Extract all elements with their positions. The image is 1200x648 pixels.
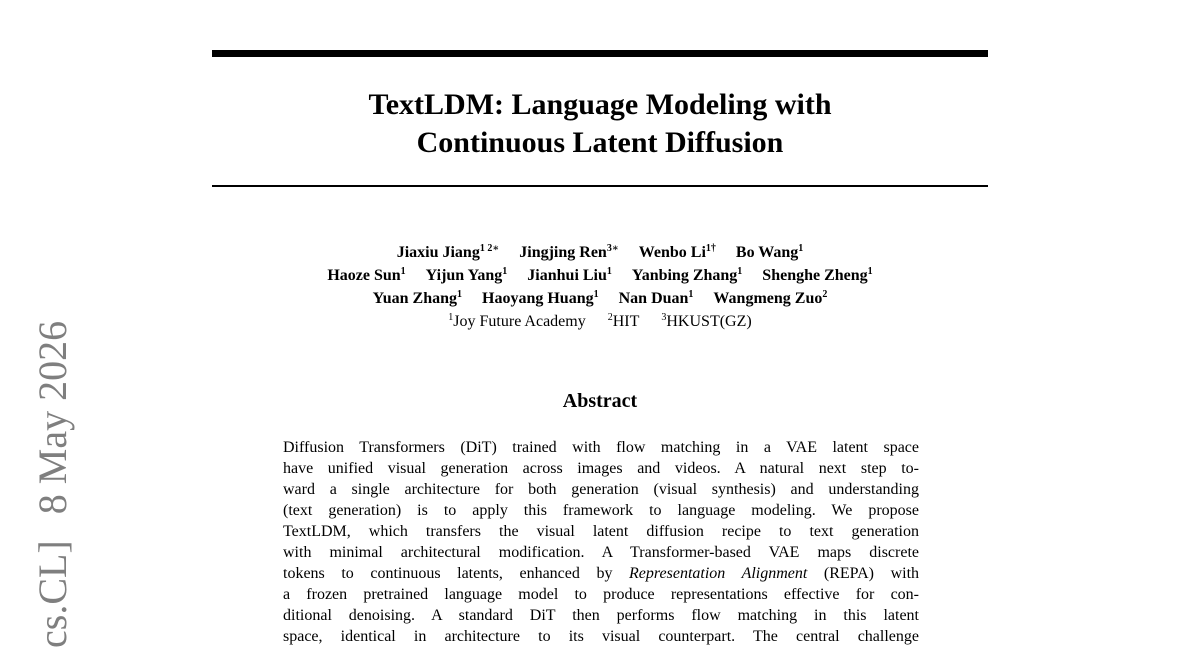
abstract-line: tokens to continuous latents, enhanced by Representation Alignment (REPA) with <box>283 565 920 582</box>
author: Jiaxiu Jiang$^{1 2∗}$ <box>396 243 500 261</box>
author: Jianhui Liu$^1$ <box>527 266 612 284</box>
abstract-line: Diffusion Transformers (DiT) trained with flow matching in a VAE latent space <box>283 439 919 456</box>
arxiv-category: cs.CL] <box>30 540 75 648</box>
abstract-heading: Abstract <box>562 390 638 412</box>
author: Wenbo $Li^{1\dagger}$ <box>638 243 716 261</box>
abstract-line: ward a single architecture for both generation (visual synthesis) and understanding <box>283 481 919 498</box>
author: Shenghe Zheng$^1$ <box>762 266 873 284</box>
author-line-3 <box>150 287 1050 310</box>
author: Jingjing Ren$^{3∗}$ <box>519 243 619 261</box>
author: Yuan Zhang$^1$ <box>372 289 463 307</box>
author-block <box>150 241 1050 333</box>
author: Yijun Yang$^1$ <box>425 266 508 284</box>
author: Yanbing Zhang$^1$ <box>631 266 743 284</box>
author: Bo Wang$^1$ <box>735 243 804 261</box>
arxiv-identifier-stamp <box>30 295 76 648</box>
paper-title <box>212 86 988 162</box>
abstract-line: have unified visual generation across images and videos. A natural next step to- <box>283 460 919 477</box>
abstract-line: a frozen pretrained language model to produce representations effective for con- <box>283 586 919 603</box>
top-rule <box>212 50 988 57</box>
abstract-line: (text generation) is to apply this framework to language modeling. We propose <box>283 502 919 519</box>
affiliation: $^2$HIT <box>607 312 640 330</box>
arxiv-date: 8 May 2026 <box>30 320 75 515</box>
author: Nan Duan$^1$ <box>618 289 694 307</box>
author-line-2 <box>150 264 1050 287</box>
author: Haoze Sun$^1$ <box>327 266 406 284</box>
abstract-body <box>283 437 919 647</box>
title-line-1: TextLDM: Language Modeling with <box>368 88 832 121</box>
author-line-1 <box>150 241 1050 264</box>
emphasis-repa: Representation Alignment <box>629 565 808 582</box>
abstract-line: with minimal architectural modification. A Transformer-based VAE maps discrete <box>283 544 919 561</box>
affiliations <box>150 310 1050 333</box>
abstract-line: space, identical in architecture to its visual counterpart. The central challenge <box>283 628 919 645</box>
author: Haoyang Huang$^1$ <box>482 289 599 307</box>
affiliation: $^1$Joy Future Academy <box>448 312 586 330</box>
affiliation: $^3$HKUST(GZ) <box>661 312 752 330</box>
author: Wangmeng Zuo$^2$ <box>713 289 828 307</box>
title-rule <box>212 185 988 187</box>
abstract-line: TextLDM, which transfers the visual latent diffusion recipe to text generation <box>283 523 919 540</box>
abstract-line: ditional denoising. A standard DiT then performs flow matching in this latent <box>283 607 919 624</box>
title-line-2: Continuous Latent Diffusion <box>416 126 784 159</box>
